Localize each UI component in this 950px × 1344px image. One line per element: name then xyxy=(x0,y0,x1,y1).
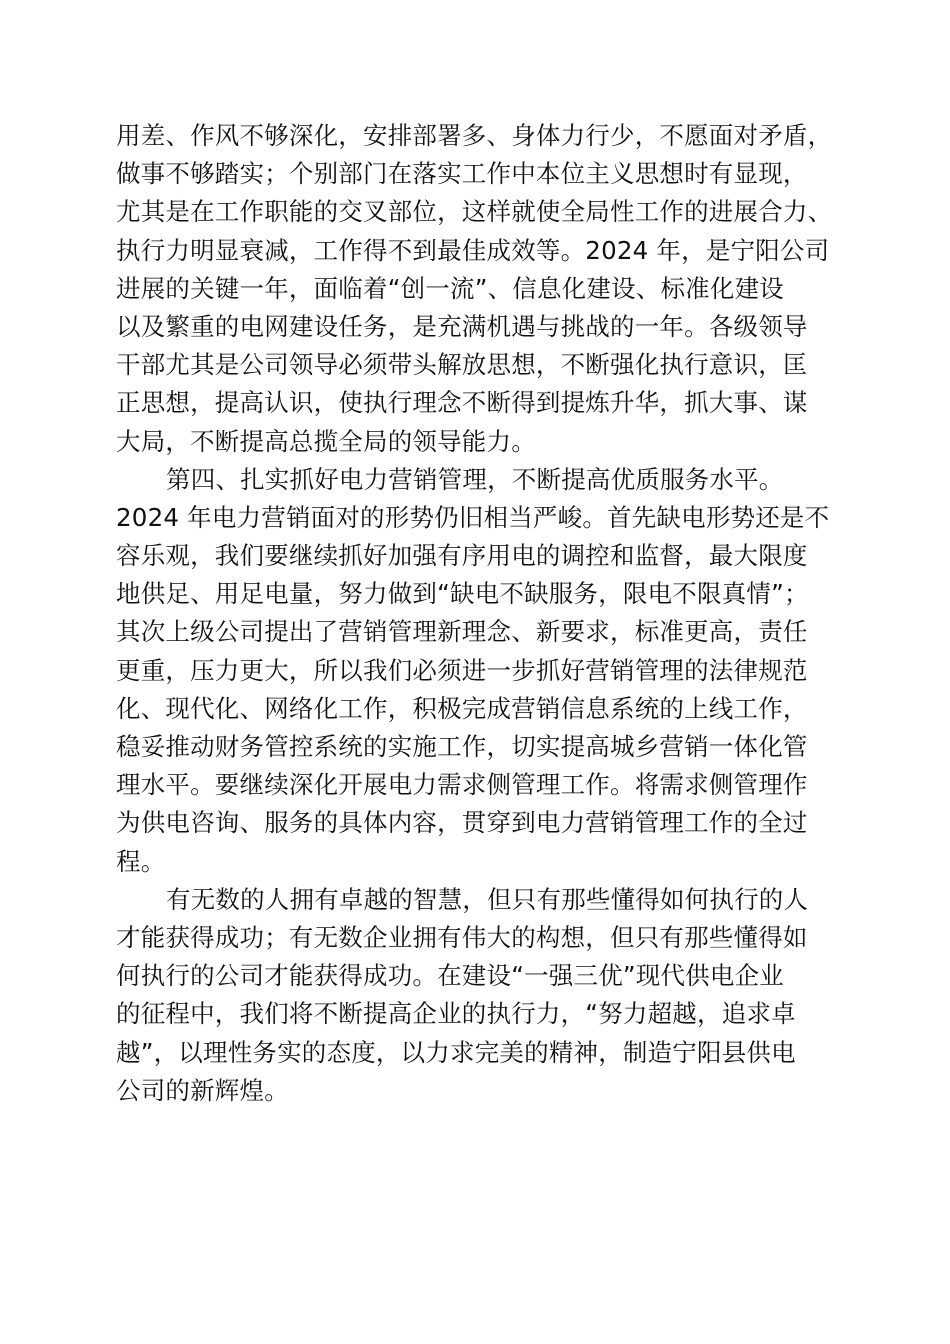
text-line: 越”，以理性务实的态度，以力求完美的精神，制造宁阳县供电 xyxy=(116,1037,796,1067)
text-line: 稳妥推动财务管控系统的实施工作，切实提高城乡营销一体化管 xyxy=(116,732,808,761)
text-line: 容乐观，我们要继续抓好加强有序用电的调控和监督，最大限度 xyxy=(116,541,808,571)
text-line: 2024 年电力营销面对的形势仍旧相当严峻。首先缺电形势还是不 xyxy=(116,502,830,532)
text-line: 理水平。要继续深化开展电力需求侧管理工作。将需求侧管理作 xyxy=(116,770,808,800)
text-line: 的征程中，我们将不断提高企业的执行力，“努力超越，追求卓 xyxy=(116,999,796,1029)
text-line: 为供电咨询、服务的具体内容，贯穿到电力营销管理工作的全过 xyxy=(116,808,808,838)
document-body xyxy=(116,117,846,1110)
text-line: 进展的关键一年，面临着“创一流”、信息化建设、标准化建设 xyxy=(116,273,784,303)
text-line: 地供足、用足电量，努力做到“缺电不缺服务，限电不限真情”； xyxy=(116,579,809,609)
text-line: 做事不够踏实；个别部门在落实工作中本位主义思想时有显现， xyxy=(116,159,808,189)
text-line: 更重，压力更大，所以我们必须进一步抓好营销管理的法律规范 xyxy=(116,655,808,685)
text-line: 正思想，提高认识，使执行理念不断得到提炼升华，抓大事、谋 xyxy=(116,388,808,418)
text-line: 尤其是在工作职能的交叉部位，这样就使全局性工作的进展合力、 xyxy=(116,197,833,227)
text-line: 其次上级公司提出了营销管理新理念、新要求，标准更高，责任 xyxy=(116,617,808,647)
text-line: 大局，不断提高总揽全局的领导能力。 xyxy=(116,426,536,456)
text-line: 化、现代化、网络化工作，积极完成营销信息系统的上线工作， xyxy=(116,693,808,723)
text-line: 公司的新辉煌。 xyxy=(116,1075,289,1105)
text-line: 执行力明显衰减，工作得不到最佳成效等。2024 年，是宁阳公司 xyxy=(116,235,830,265)
text-line: 以及繁重的电网建设任务，是充满机遇与挑战的一年。各级领导 xyxy=(116,311,808,341)
text-line: 何执行的公司才能获得成功。在建设“一强三优”现代供电企业 xyxy=(116,961,784,991)
text-line: 才能获得成功；有无数企业拥有伟大的构想，但只有那些懂得如 xyxy=(116,922,808,952)
paragraph-first-line: 有无数的人拥有卓越的智慧，但只有那些懂得如何执行的人 xyxy=(166,884,809,914)
text-line: 用差、作风不够深化，安排部署多、身体力行少，不愿面对矛盾， xyxy=(116,121,833,150)
text-line: 干部尤其是公司领导必须带头解放思想，不断强化执行意识，匡 xyxy=(116,350,808,380)
paragraph-heading-line: 第四、扎实抓好电力营销管理，不断提高优质服务水平。 xyxy=(166,464,784,494)
text-line: 程。 xyxy=(116,846,166,876)
